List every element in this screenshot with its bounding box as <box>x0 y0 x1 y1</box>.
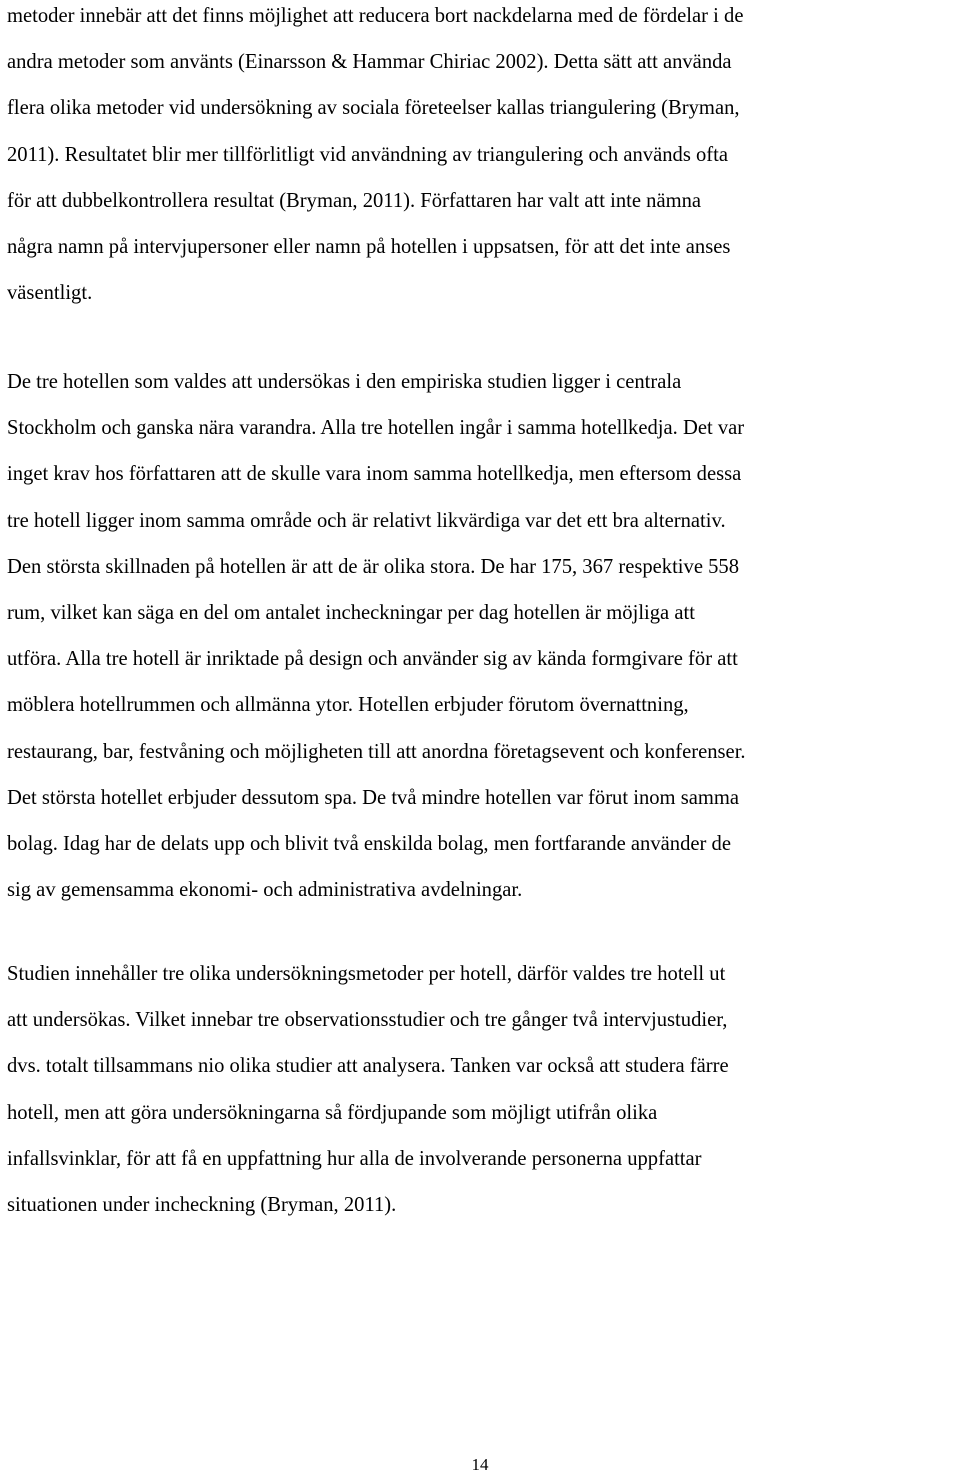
text-line: Det största hotellet erbjuder dessutom spa. De två mindre hotellen var förut inom samma <box>7 786 740 809</box>
body-paragraph <box>7 951 729 1228</box>
page-number: 14 <box>471 1455 489 1474</box>
text-line: restaurang, bar, festvåning och möjligheten till att anordna företagsevent och konferenser. <box>7 740 746 763</box>
text-line: rum, vilket kan säga en del om antalet incheckningar per dag hotellen är möjliga att <box>7 601 695 624</box>
text-line: infallsvinklar, för att få en uppfattning hur alla de involverande personerna uppfattar <box>7 1147 702 1170</box>
body-paragraph <box>7 0 744 316</box>
text-line: utföra. Alla tre hotell är inriktade på design och använder sig av kända formgivare för att <box>7 648 738 671</box>
text-line: metoder innebär att det finns möjlighet att reducera bort nackdelarna med de fördelar i de <box>7 5 744 27</box>
text-line: väsentligt. <box>7 282 93 305</box>
text-line: sig av gemensamma ekonomi- och administrativa avdelningar. <box>7 879 523 902</box>
text-line: möblera hotellrummen och allmänna ytor. Hotellen erbjuder förutom övernattning, <box>7 694 689 717</box>
text-line: dvs. totalt tillsammans nio olika studier att analysera. Tanken var också att studera färre <box>7 1055 729 1078</box>
text-line: tre hotell ligger inom samma område och är relativt likvärdiga var det ett bra alternativ. <box>7 509 726 532</box>
text-line: inget krav hos författaren att de skulle vara inom samma hotellkedja, men eftersom dessa <box>7 463 742 486</box>
text-line: 2011). Resultatet blir mer tillförlitligt vid användning av triangulering och används ofta <box>7 143 728 166</box>
text-line: hotell, men att göra undersökningarna så fördjupande som möjligt utifrån olika <box>7 1101 658 1124</box>
text-line: flera olika metoder vid undersökning av sociala företeelser kallas triangulering (Bryman, <box>7 97 740 120</box>
text-line: att undersökas. Vilket innebar tre observationsstudier och tre gånger två intervjustudier, <box>7 1009 728 1032</box>
text-line: några namn på intervjupersoner eller namn på hotellen i uppsatsen, för att det inte anses <box>7 235 731 258</box>
text-line: situationen under incheckning (Bryman, 2011). <box>7 1193 397 1216</box>
body-paragraph <box>7 359 746 913</box>
text-line: De tre hotellen som valdes att undersökas i den empiriska studien ligger i centrala <box>7 371 682 393</box>
text-line: Den största skillnaden på hotellen är att de är olika stora. De har 175, 367 respektive 558 <box>7 555 740 578</box>
text-line: andra metoder som använts (Einarsson & Hammar Chiriac 2002). Detta sätt att använda <box>7 51 732 74</box>
text-line: för att dubbelkontrollera resultat (Bryman, 2011). Författaren har valt att inte nämna <box>7 189 702 212</box>
text-line: bolag. Idag har de delats upp och blivit två enskilda bolag, men fortfarande använder de <box>7 832 731 855</box>
text-line: Stockholm och ganska nära varandra. Alla tre hotellen ingår i samma hotellkedja. Det var <box>7 417 745 440</box>
text-line: Studien innehåller tre olika undersökningsmetoder per hotell, därför valdes tre hotell ut <box>7 963 726 985</box>
